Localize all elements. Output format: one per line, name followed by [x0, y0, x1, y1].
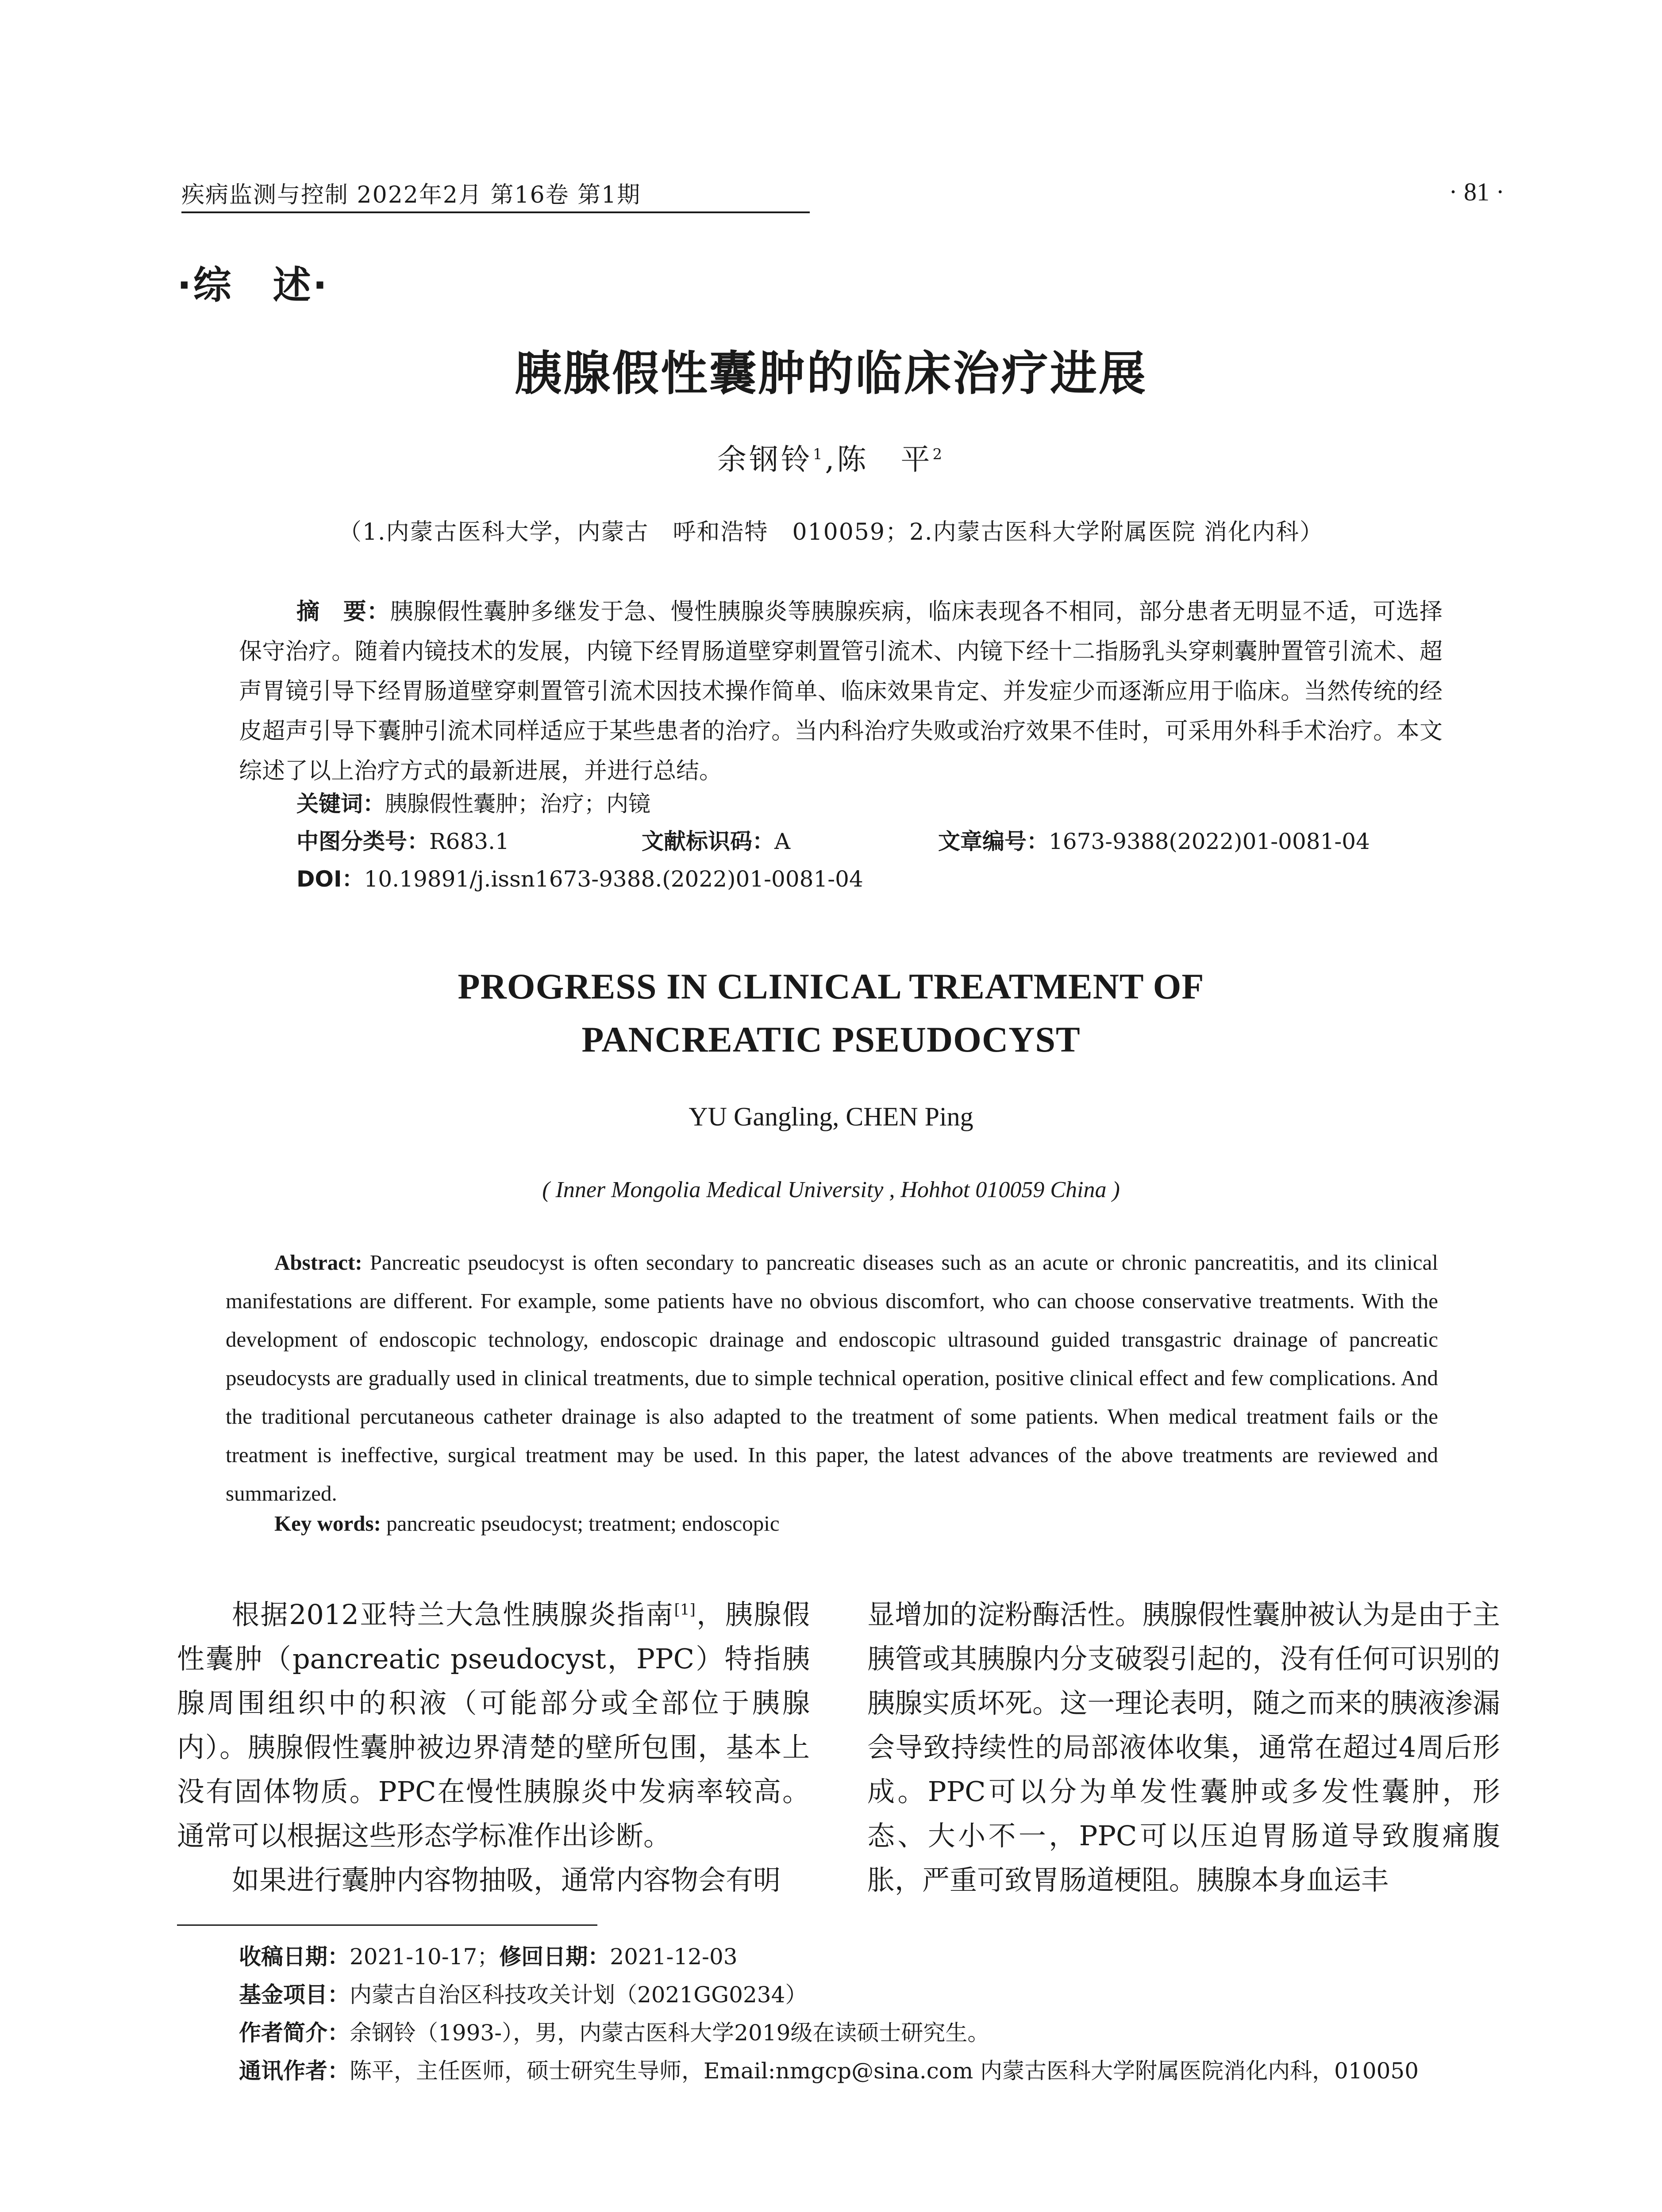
affiliation-cn: （1.内蒙古医科大学，内蒙古 呼和浩特 010059；2.内蒙古医科大学附属医院 消化内科） — [338, 519, 1324, 545]
keywords-cn-text: 胰腺假性囊肿；治疗；内镜 — [385, 791, 650, 817]
article-number — [938, 824, 1370, 856]
body-column-left — [177, 1593, 810, 1902]
author-1-sup: 1 — [812, 445, 825, 463]
page-number: · 81 · — [1449, 177, 1504, 206]
corr-value: 陈平，主任医师，硕士研究生导师，Email:nmgcp@sina.com 内蒙古医科大学附属医院消化内科，010050 — [350, 2058, 1419, 2084]
authors-en: YU Gangling, CHEN Ping — [689, 1102, 973, 1131]
doctag-value: A — [774, 829, 791, 854]
keywords-cn — [296, 786, 650, 818]
revised-label: 修回日期： — [499, 1944, 610, 1970]
received-label: 收稿日期： — [239, 1944, 350, 1970]
received-value: 2021-10-17； — [350, 1944, 500, 1970]
class-value: R683.1 — [429, 829, 509, 854]
corr-label: 通讯作者： — [239, 2058, 350, 2084]
footnote-fund — [239, 1976, 1566, 2014]
bio-value: 余钢铃（1993-），男，内蒙古医科大学2019级在读硕士研究生。 — [350, 2020, 990, 2046]
fund-value: 内蒙古自治区科技攻关计划（2021GG0234） — [350, 1982, 808, 2008]
keywords-en-text: pancreatic pseudocyst; treatment; endoscopic — [386, 1511, 780, 1536]
document-code — [642, 824, 790, 856]
article-title-cn: 胰腺假性囊肿的临床治疗进展 — [515, 346, 1147, 401]
revised-value: 2021-12-03 — [610, 1944, 738, 1970]
abstract-en-text: Pancreatic pseudocyst is often secondary to pancreatic diseases such as an acute or chronic pancreatitis, and its clinical manifestations are different. For example, some patients have no obvious discomfort, who can choose conservative treatments. With the development of endoscopic technology, endoscopic drainage and endoscopic ultrasound guided transgastric drainage of pancreatic pseudocysts are gradually used in clinical treatments, due to simple technical operation, positive clinical effect and few complications. And the traditional percutaneous catheter drainage is also adapted to the treatment of some patients. When medical treatment fails or the treatment is ineffective, surgical treatment may be used. In this paper, the latest advances of the above treatments are reviewed and summarized. — [226, 1250, 1439, 1505]
body-text: 根据2012亚特兰大急性胰腺炎指南 — [232, 1598, 674, 1631]
body-paragraph: 显增加的淀粉酶活性。胰腺假性囊肿被认为是由于主胰管或其胰腺内分支破裂引起的，没有任何可识别的胰腺实质坏死。这一理论表明，随之而来的胰液渗漏会导致持续性的局部液体收集，通常在超过4周后形成。PPC可以分为单发性囊肿或多发性囊肿，形态、大小不一，PPC可以压迫胃肠道导致腹痛腹胀，严重可致胃肠道梗阻。胰腺本身血运丰 — [867, 1598, 1500, 1896]
footnote-corresponding — [239, 2052, 1566, 2090]
artno-value: 1673-9388(2022)01-0081-04 — [1049, 829, 1370, 854]
keywords-en — [274, 1511, 780, 1536]
affiliation-en: ( Inner Mongolia Medical University , Hohhot 010059 China ) — [542, 1177, 1120, 1202]
author-separator: , — [825, 442, 837, 476]
abstract-cn-label: 摘 要： — [296, 599, 390, 625]
doi-label: DOI： — [296, 866, 364, 892]
title-en-line-1: PROGRESS IN CLINICAL TREATMENT OF — [458, 966, 1204, 1006]
body-text: ，胰腺假性囊肿（pancreatic pseudocyst，PPC）特指胰腺周围组织中的积液（可能部分或全部位于胰腺内）。胰腺假性囊肿被边界清楚的壁所包围，基本上没有固体物质。PPC在慢性胰腺炎中发病率较高。通常可以根据这些形态学标准作出诊断。 — [177, 1598, 810, 1852]
bio-label: 作者简介： — [239, 2020, 350, 2046]
abstract-en-label: Abstract: — [274, 1250, 362, 1275]
author-2: 陈 平 — [837, 442, 933, 476]
footnote-rule — [177, 1924, 597, 1926]
citation-ref[interactable]: [1] — [674, 1601, 696, 1619]
article-title-en — [0, 960, 1662, 1066]
classification-number — [296, 824, 509, 856]
keywords-cn-label: 关键词： — [296, 791, 385, 817]
abstract-en — [226, 1243, 1438, 1513]
header-rule — [181, 211, 810, 213]
abstract-cn — [239, 592, 1443, 791]
footnote-dates — [239, 1938, 1566, 1976]
doctag-label: 文献标识码： — [642, 829, 774, 854]
class-label: 中图分类号： — [296, 829, 429, 854]
running-head: 疾病监测与控制 2022年2月 第16卷 第1期 — [181, 182, 641, 208]
footnotes — [239, 1938, 1566, 2090]
author-1: 余钢铃 — [717, 442, 813, 476]
footnote-author-bio — [239, 2014, 1566, 2052]
section-label: ·综 述· — [177, 263, 329, 307]
abstract-cn-text: 胰腺假性囊肿多继发于急、慢性胰腺炎等胰腺疾病，临床表现各不相同，部分患者无明显不适，可选择保守治疗。随着内镜技术的发展，内镜下经胃肠道壁穿刺置管引流术、内镜下经十二指肠乳头穿刺囊肿置管引流术、超声胃镜引导下经胃肠道壁穿刺置管引流术因技术操作简单、临床效果肯定、并发症少而逐渐应用于临床。当然传统的经皮超声引导下囊肿引流术同样适应于某些患者的治疗。当内科治疗失败或治疗效果不佳时，可采用外科手术治疗。本文综述了以上治疗方式的最新进展，并进行总结。 — [239, 599, 1443, 784]
title-en-line-2: PANCREATIC PSEUDOCYST — [581, 1019, 1081, 1060]
body-column-right — [867, 1593, 1500, 1902]
body-paragraph: 如果进行囊肿内容物抽吸，通常内容物会有明 — [232, 1864, 781, 1896]
body-paragraph — [177, 1593, 810, 1858]
artno-label: 文章编号： — [938, 829, 1049, 854]
author-2-sup: 2 — [932, 445, 945, 463]
doi — [296, 861, 863, 893]
authors-cn — [0, 436, 1662, 478]
keywords-en-label: Key words: — [274, 1511, 381, 1536]
doi-value: 10.19891/j.issn1673-9388.(2022)01-0081-04 — [364, 866, 863, 892]
fund-label: 基金项目： — [239, 1982, 350, 2008]
